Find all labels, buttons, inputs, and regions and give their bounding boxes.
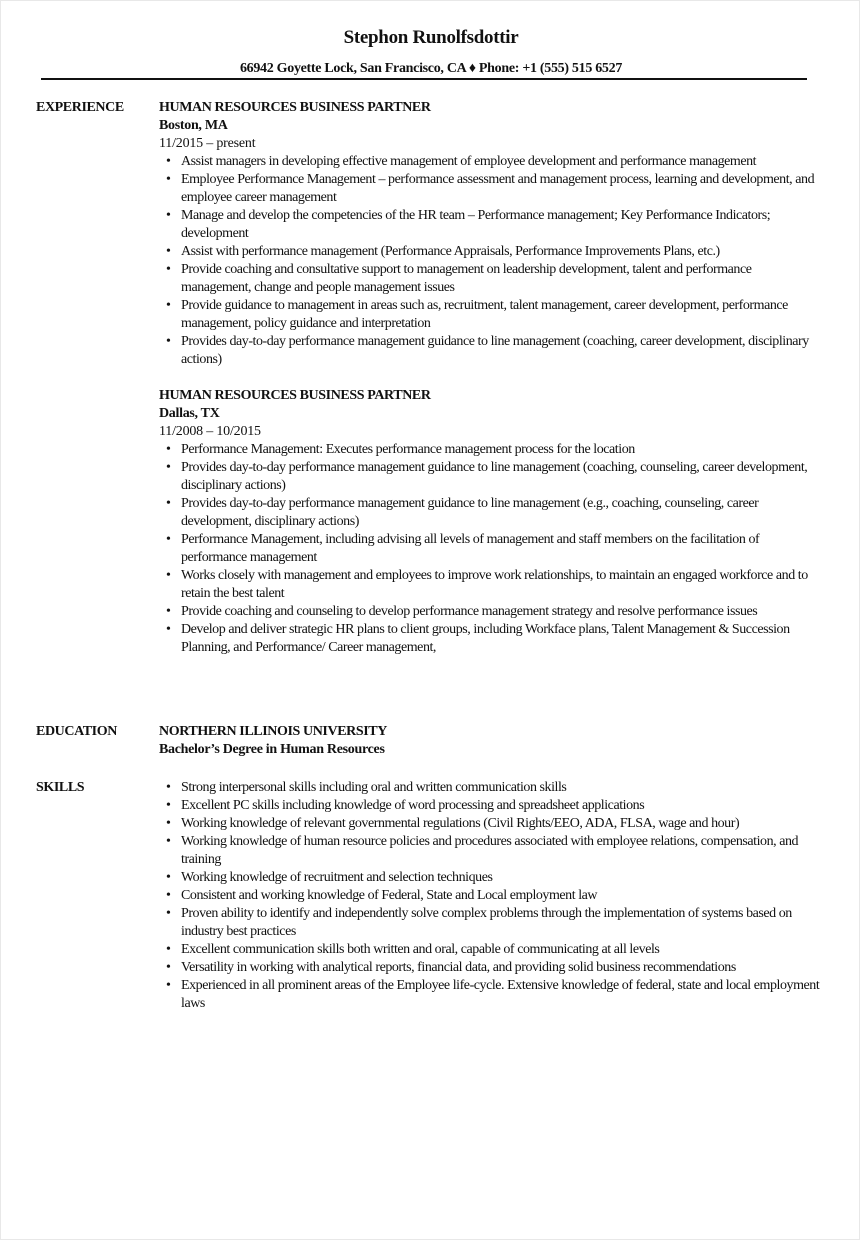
- skill-item: • Strong interpersonal skills including oral and written communication skills: [159, 779, 824, 797]
- experience-list: [159, 99, 824, 675]
- section-label: SKILLS: [36, 780, 85, 795]
- skill-item: • Excellent communication skills both written and oral, capable of communicating at all levels: [159, 941, 824, 959]
- skills-list: [159, 779, 824, 1013]
- job-entry: [159, 387, 824, 657]
- bullet-item: • Provides day-to-day performance management guidance to line management (coaching, counseling, career development, disciplinary actions): [159, 459, 824, 495]
- job-title: HUMAN RESOURCES BUSINESS PARTNER: [159, 100, 431, 115]
- job-entry: [159, 99, 824, 369]
- skill-item: • Experienced in all prominent areas of the Employee life-cycle. Extensive knowledge of federal, state and local employment laws: [159, 977, 824, 1013]
- skill-item: • Working knowledge of recruitment and selection techniques: [159, 869, 824, 887]
- job-bullets: [159, 153, 824, 369]
- bullet-item: • Provides day-to-day performance management guidance to line management (coaching, career development, disciplinary actions): [159, 333, 824, 369]
- skill-item: • Working knowledge of relevant governmental regulations (Civil Rights/EEO, ADA, FLSA, wage and hour): [159, 815, 824, 833]
- bullet-item: • Provide guidance to management in areas such as, recruitment, talent management, career development, performance management, policy guidance and interpretation: [159, 297, 824, 333]
- bullet-item: • Provides day-to-day performance management guidance to line management (e.g., coaching, counseling, career development, disciplinary actions): [159, 495, 824, 531]
- job-dates: 11/2015 – present: [159, 136, 256, 151]
- section-label: EXPERIENCE: [36, 100, 124, 115]
- bullet-item: • Provide coaching and counseling to develop performance management strategy and resolve performance issues: [159, 603, 824, 621]
- bullet-item: • Develop and deliver strategic HR plans to client groups, including Workface plans, Talent Management & Succession Planning, and Performance/ Career management,: [159, 621, 824, 657]
- header-divider: [41, 78, 807, 80]
- job-location: Dallas, TX: [159, 406, 220, 421]
- job-bullets: [159, 441, 824, 657]
- job-title: HUMAN RESOURCES BUSINESS PARTNER: [159, 388, 431, 403]
- section-label: EDUCATION: [36, 724, 117, 739]
- bullet-item: • Works closely with management and employees to improve work relationships, to maintain an engaged workforce and to retain the best talent: [159, 567, 824, 603]
- bullet-item: • Performance Management, including advising all levels of management and staff members on the facilitation of performance management: [159, 531, 824, 567]
- bullet-item: • Provide coaching and consultative support to management on leadership development, talent and performance management, change and people management issues: [159, 261, 824, 297]
- bullet-item: • Assist with performance management (Performance Appraisals, Performance Improvements Plans, etc.): [159, 243, 824, 261]
- job-dates: 11/2008 – 10/2015: [159, 424, 261, 439]
- bullet-item: • Assist managers in developing effective management of employee development and performance management: [159, 153, 824, 171]
- skill-item: • Working knowledge of human resource policies and procedures associated with employee relations, compensation, and training: [159, 833, 824, 869]
- bullet-item: • Performance Management: Executes performance management process for the location: [159, 441, 824, 459]
- degree: Bachelor’s Degree in Human Resources: [159, 742, 385, 757]
- candidate-name: Stephon Runolfsdottir: [343, 27, 519, 48]
- skill-item: • Consistent and working knowledge of Federal, State and Local employment law: [159, 887, 824, 905]
- bullet-item: • Employee Performance Management – performance assessment and management process, learning and development, and employee career management: [159, 171, 824, 207]
- skill-item: • Versatility in working with analytical reports, financial data, and providing solid business recommendations: [159, 959, 824, 977]
- skill-item: • Excellent PC skills including knowledge of word processing and spreadsheet applications: [159, 797, 824, 815]
- job-location: Boston, MA: [159, 118, 228, 133]
- contact-info: 66942 Goyette Lock, San Francisco, CA ♦ Phone: +1 (555) 515 6527: [239, 61, 623, 76]
- bullet-item: • Manage and develop the competencies of the HR team – Performance management; Key Performance Indicators; development: [159, 207, 824, 243]
- school-name: NORTHERN ILLINOIS UNIVERSITY: [159, 724, 387, 739]
- skill-item: • Proven ability to identify and independently solve complex problems through the implementation of systems based on industry best practices: [159, 905, 824, 941]
